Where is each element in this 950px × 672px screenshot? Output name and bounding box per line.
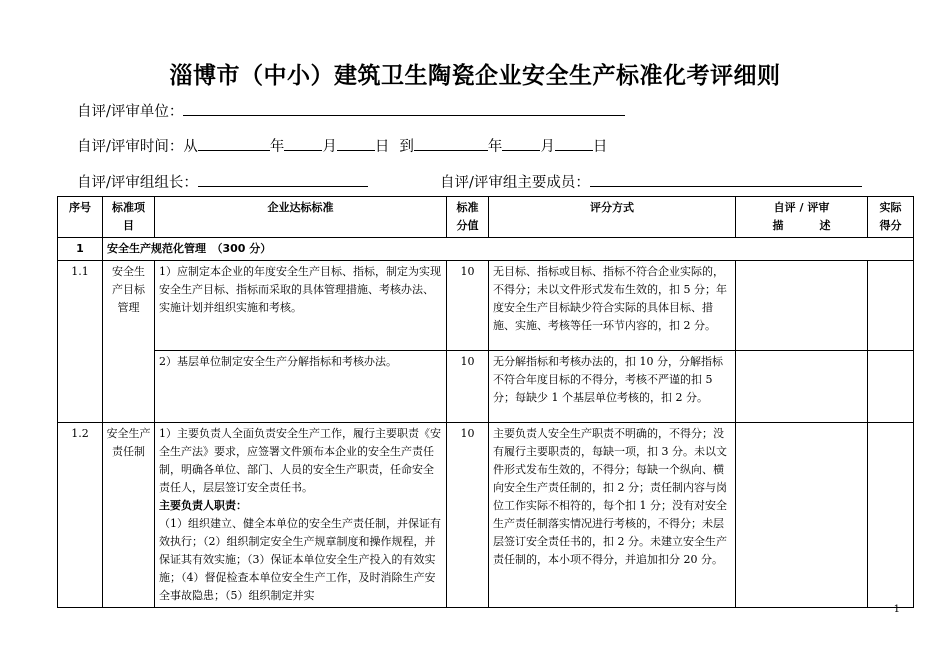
header-desc-word2: 述 [819,219,831,232]
row-item: 安全生产责任制 [103,423,155,608]
header-score-line2: 分值 [456,219,479,232]
row-score: 10 [447,423,489,608]
from-year-label: 年 [269,139,285,155]
row-description-cell[interactable] [736,261,868,351]
row-number: 1.2 [58,423,103,608]
to-month-blank[interactable] [502,135,540,151]
members-blank[interactable] [590,171,862,187]
from-month-label: 月 [322,139,337,155]
row-method: 无目标、指标或目标、指标不符合企业实际的，不得分；未以文件形式发布生效的，扣 5 分；年度安全生产目标缺少符合实际的具体目标、措施、实施、考核等任一环节内容的，扣 2 分。 [489,261,736,351]
table-row [58,351,914,423]
row-standard-heading: 主要负责人职责： [159,499,247,512]
row-method: 无分解指标和考核办法的，扣 10 分，分解指标不符合年度目标的不得分，考核不严谨的扣 5 分；每缺少 1 个基层单位考核的，扣 2 分。 [489,351,736,423]
to-month-label: 月 [540,139,555,155]
members-label: 自评/评审组主要成员： [440,175,590,191]
row-method: 主要负责人安全生产职责不明确的，不得分；没有履行主要职责的，每缺一项，扣 3 分。未以文件形式发布生效的，不得分；每缺一个纵向、横向安全生产责任制的，扣 2 分；责任制内容与岗位工作实际不相符的，每个扣 1 分；没有对安全生产责任制落实情况进行考核的，不得分；未层层签订安全责任书的，扣 2 分。未建立安全生产责任制的，本小项不得分，并追加扣分 20 分。 [489,423,736,608]
row-score: 10 [447,261,489,351]
row-standard-intro: 1）主要负责人全面负责安全生产工作，履行主要职责《安全生产法》要求，应签署文件颁布本企业的安全生产责任制，明确各单位、部门、人员的安全生产职责，任命安全责任人，层层签订安全责任书。 [159,427,441,494]
header-item: 标准项目 [103,197,155,238]
header-actual-line1: 实际 [879,201,902,214]
time-label: 自评/评审时间：从 [77,139,198,155]
header-desc-line1: 自评 / 评审 [773,201,830,214]
from-month-blank[interactable] [284,135,322,151]
row-item: 安全生产目标管理 [103,261,155,423]
from-year-blank[interactable] [198,135,270,151]
time-field-row [77,135,607,156]
header-method: 评分方式 [489,197,736,238]
header-actual-line2: 得分 [879,219,902,232]
from-day-label: 日 [374,139,390,155]
row-standard-duties: （1）组织建立、健全本单位的安全生产责任制，并保证有效执行；（2）组织制定安全生产规章制度和操作规程，并保证其有效实施；（3）保证本单位安全生产投入的有效实施；（4）督促检查本单位安全生产工作，及时消除生产安全事故隐患；（5）组织制定并实 [159,517,441,602]
document-title: 淄博市（中小）建筑卫生陶瓷企业安全生产标准化考评细则 [169,63,781,89]
row-standard: 1）应制定本企业的年度安全生产目标、指标，制定为实现安全生产目标、指标而采取的具体管理措施、考核办法、实施计划并组织实施和考核。 [155,261,447,351]
to-year-label: 年 [487,139,503,155]
header-desc-word1: 描 [772,219,784,232]
header-score [447,197,489,238]
leader-field-row [77,171,368,192]
table-header-row [58,197,914,238]
evaluation-table [57,196,914,608]
header-desc [736,197,868,238]
row-standard: 2）基层单位制定安全生产分解指标和考核办法。 [155,351,447,423]
section-title: 安全生产规范化管理 （300 分） [103,238,914,261]
unit-field-row [77,100,625,121]
from-day-blank[interactable] [337,135,375,151]
table-row [58,423,914,608]
to-day-blank[interactable] [555,135,593,151]
unit-blank[interactable] [183,100,625,116]
leader-blank[interactable] [198,171,368,187]
row-score: 10 [447,351,489,423]
header-score-line1: 标准 [456,201,479,214]
row-actual-score-cell[interactable] [868,423,914,608]
row-number: 1.1 [58,261,103,423]
header-standard: 企业达标标准 [155,197,447,238]
to-day-label: 日 [592,139,608,155]
row-actual-score-cell[interactable] [868,261,914,351]
row-standard [155,423,447,608]
page-number: 1 [893,604,900,615]
row-actual-score-cell[interactable] [868,351,914,423]
section-row [58,238,914,261]
to-label: 到 [399,139,414,155]
header-no: 序号 [58,197,103,238]
unit-label: 自评/评审单位： [77,104,184,120]
table-row [58,261,914,351]
members-field-row [440,171,862,192]
to-year-blank[interactable] [414,135,488,151]
leader-label: 自评/评审组组长： [77,175,198,191]
header-actual [868,197,914,238]
row-description-cell[interactable] [736,351,868,423]
row-description-cell[interactable] [736,423,868,608]
section-number: 1 [58,238,103,261]
